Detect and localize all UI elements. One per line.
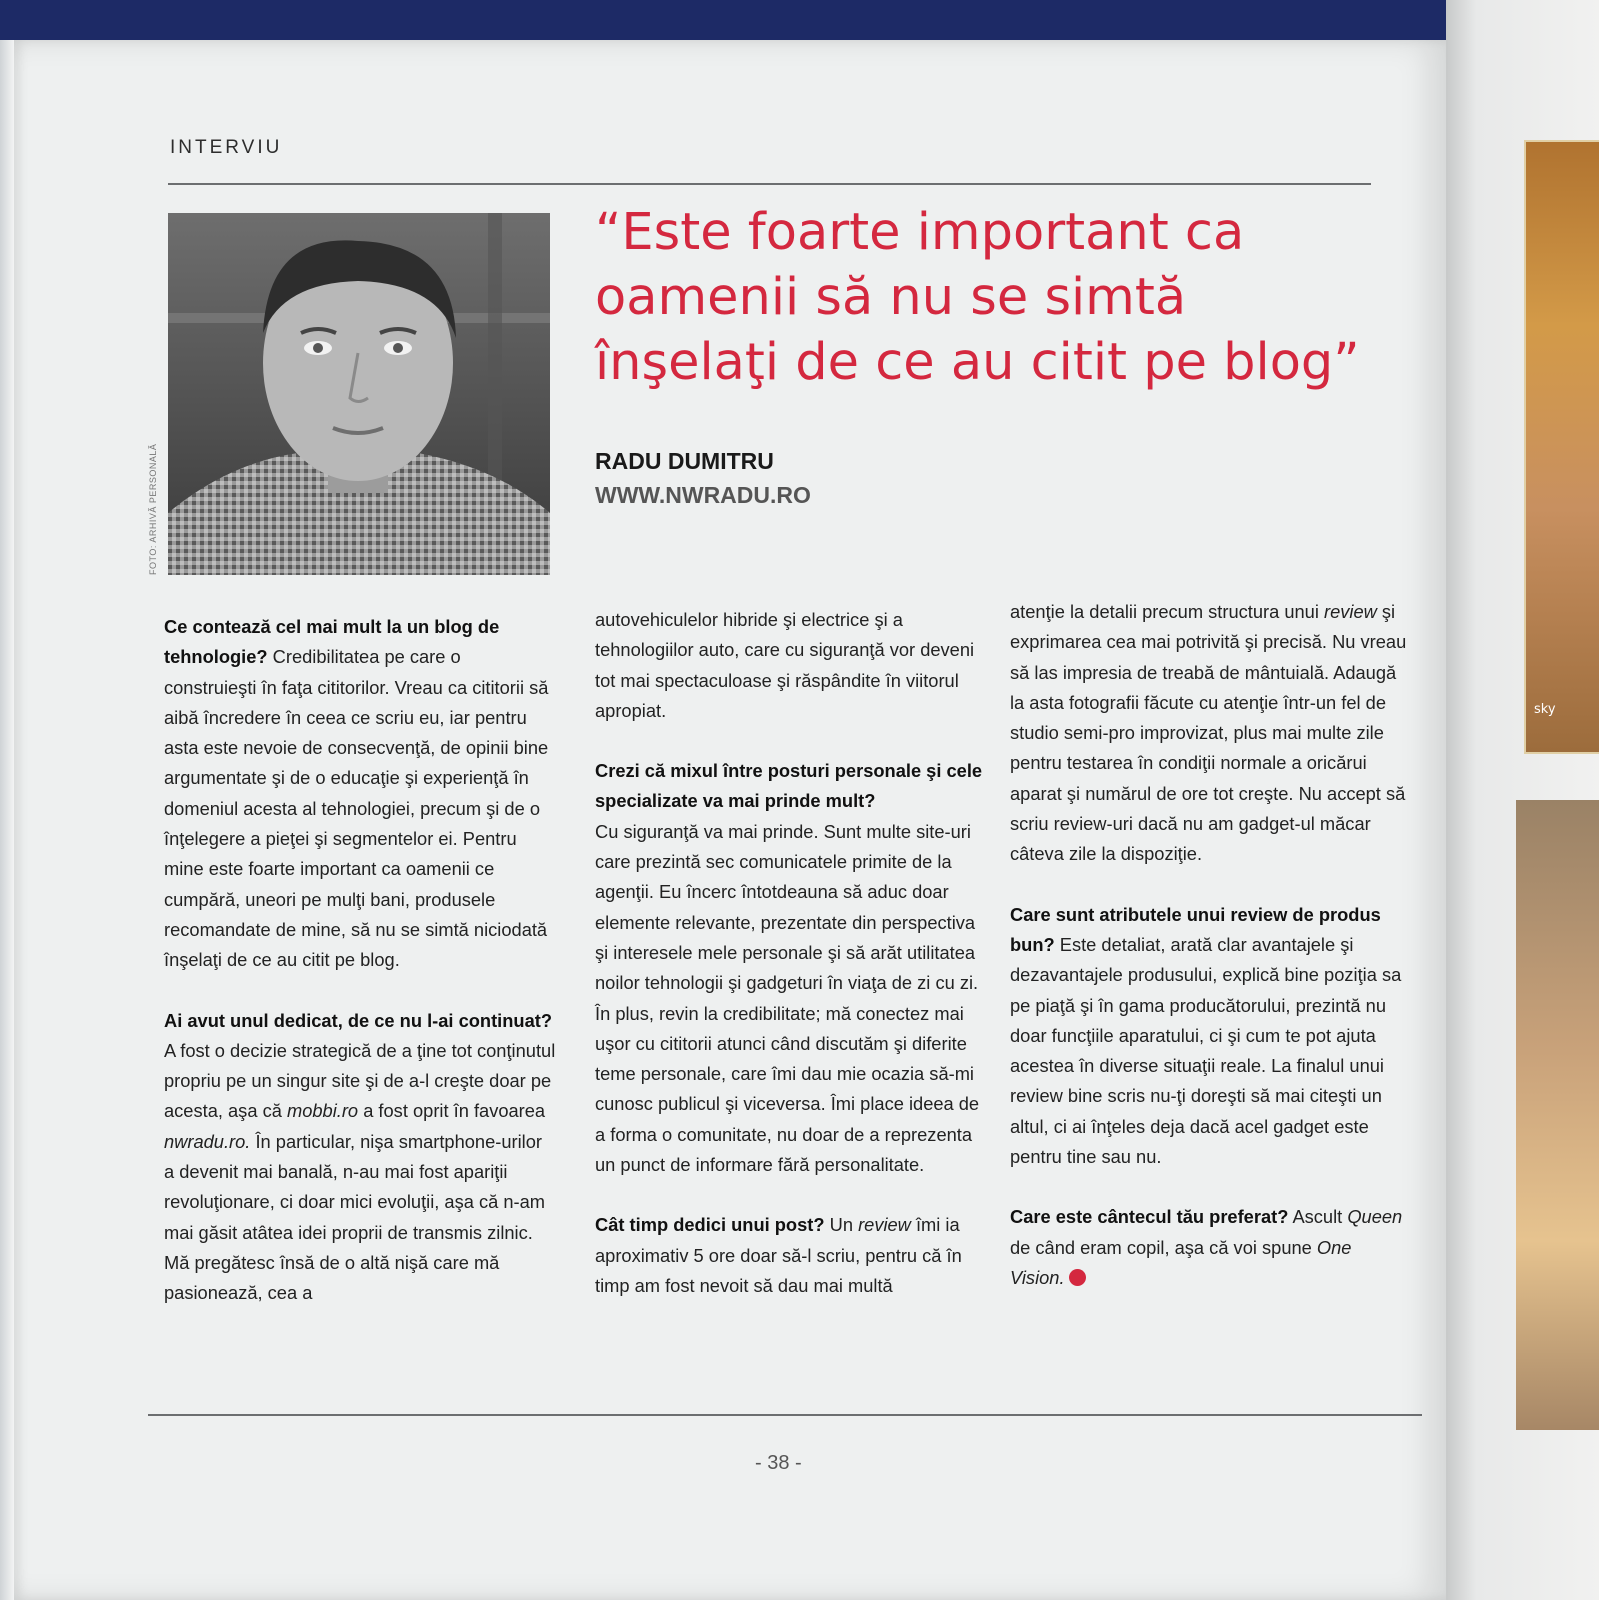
question-5: Care sunt atributele unui review de produs bun?	[1010, 903, 1381, 955]
photo-credit: FOTO: ARHIVĂ PERSONALĂ	[148, 443, 158, 575]
site-nwradu: nwradu.ro.	[164, 1130, 251, 1152]
page-number: - 38 -	[755, 1452, 802, 1474]
question-3: Crezi că mixul între posturi personale şi cele specializate va mai prinde mult?	[595, 760, 983, 812]
answer-4-continuation	[1010, 597, 1410, 870]
end-mark-icon	[1069, 1269, 1086, 1286]
answer-1: Credibilitatea pe care o construieşti în faţa cititorilor. Vreau ca cititorii să aibă încredere în ceea ce scriu eu, iar pentru asta este nevoie de consecvenţă, de opinii bine argumentate şi de o educaţie şi experienţă în domeniul acesta al tehnologiei, precum şi de o înţelegere a pieţei şi segmentelor ei. Pentru mine este foarte important ca oamenii ce cumpără, uneori pe mulţi bani, produsele recomandate de mine, să nu se simtă niciodată înşelaţi de ce au citit pe blog.	[164, 646, 549, 971]
qa-3	[595, 756, 985, 1180]
band-name: Queen	[1347, 1206, 1403, 1228]
facing-page-photo-2	[1516, 800, 1599, 1430]
answer-4-part: atenţie la detalii precum structura unui	[1010, 601, 1324, 622]
headline-quote: “Este foarte important ca oamenii să nu se simtă înşelaţi de ce au citit pe blog”	[595, 203, 1360, 392]
qa-2	[164, 1006, 556, 1309]
question-4: Cât timp dedici unui post?	[595, 1214, 825, 1236]
answer-6-part: Ascult	[1288, 1206, 1348, 1228]
site-mobbi: mobbi.ro	[286, 1100, 359, 1122]
qa-1	[164, 612, 556, 976]
bottom-divider	[148, 1414, 1422, 1416]
answer-3: Cu siguranţă va mai prinde. Sunt multe site-uri care prezintă sec comunicatele primite de la agenţii. Eu încerc întotdeauna să aduc doar elemente relevante, prezentate din perspectiva şi interesele mele personale şi să arăt utilitatea noilor tehnologii şi gadgeturi în viaţa de zi cu zi. În plus, revin la credibilitate; mă conectez mai uşor cu cititorii atunci când discutăm şi diferite teme personale, care îmi dau mie ocazia să-mi cunosc publicul şi viceversa. Îmi place ideea de a forma o comunitate, nu doar de a reprezenta un punct de informare fără personalitate.	[595, 820, 980, 1176]
answer-5: Este detaliat, arată clar avantajele şi dezavantajele produsului, explică bine poziţia sa pe piaţă şi în gama producătorului, prezintă nu doar funcţiile aparatului, ci şi cum te pot ajuta acestea în diverse situaţii reale. La finalul unui review bine scris nu-ţi doreşti să mai citeşti un altul, ci ai înţeles deja dacă acel gadget este pentru tine sau nu.	[1010, 933, 1402, 1168]
review-word: review	[858, 1214, 911, 1236]
question-6: Care este cântecul tău preferat?	[1010, 1206, 1289, 1228]
top-divider	[168, 183, 1371, 185]
article-column-2	[595, 605, 985, 1331]
answer-2-part: a fost oprit în favoarea	[358, 1100, 546, 1122]
qa-4	[595, 1210, 985, 1301]
answer-4-part: îmi ia aproximativ 5 ore doar să-l scriu, pentru că în timp am fost nevoit să dau mai multă	[595, 1214, 962, 1296]
answer-2-part: A fost o decizie strategică de a ţine tot conţinutul propriu pe un singur site şi de a-l creşte doar pe acesta, aşa că	[164, 1039, 556, 1122]
answer-2-part: În particular, nişa smartphone-urilor a devenit mai banală, n-au mai fost apariţii revoluţionare, ci doar mici evoluţii, aşa că n-am mai găsit atâtea idei proprii de transmis zilnic. Mă pregătesc însă de o altă nişă care mă pasionează, cea a	[164, 1130, 546, 1304]
facing-page-caption: sky	[1534, 702, 1556, 717]
qa-6	[1010, 1202, 1410, 1293]
author-name: RADU DUMITRU	[595, 448, 774, 474]
answer-6-part: de când eram copil, aşa că voi spune	[1010, 1236, 1317, 1258]
author-portrait	[168, 213, 550, 575]
facing-page	[1446, 0, 1599, 1600]
answer-4-part: şi exprimarea cea mai potrivită şi precisă. Nu vreau să las impresia de treabă de mântuială. Adaugă la asta fotografii făcute cu atenţie într-un fel de studio semi-pro improvizat, plus mai multe zile pentru testarea în condiţii normale a oricărui aparat şi numărul de ore tot creşte. Nu accept să scriu review-uri dacă nu am gadget-ul măcar câteva zile la dispoziţie.	[1010, 601, 1407, 865]
review-word-2: review	[1324, 601, 1377, 622]
answer-2-continuation: autovehiculelor hibride şi electrice şi a tehnologiilor auto, care cu siguranţă vor deveni tot mai spectaculoase şi răspândite în viitorul apropiat.	[595, 609, 975, 721]
facing-page-photo	[1524, 140, 1599, 754]
article-column-3	[1010, 597, 1410, 1323]
article-column-1	[164, 612, 556, 1339]
question-2: Ai avut unul dedicat, de ce nu l-ai continuat?	[164, 1009, 553, 1031]
question-1: Ce contează cel mai mult la un blog de tehnologie?	[164, 616, 500, 668]
portrait-illustration	[168, 213, 550, 575]
song-title: One Vision.	[1010, 1236, 1352, 1288]
section-label: INTERVIU	[170, 137, 283, 158]
author-website: WWW.NWRADU.RO	[595, 482, 811, 508]
qa-5	[1010, 900, 1410, 1173]
page-stack-edge	[0, 40, 14, 1600]
answer-4-part: Un	[824, 1214, 859, 1236]
